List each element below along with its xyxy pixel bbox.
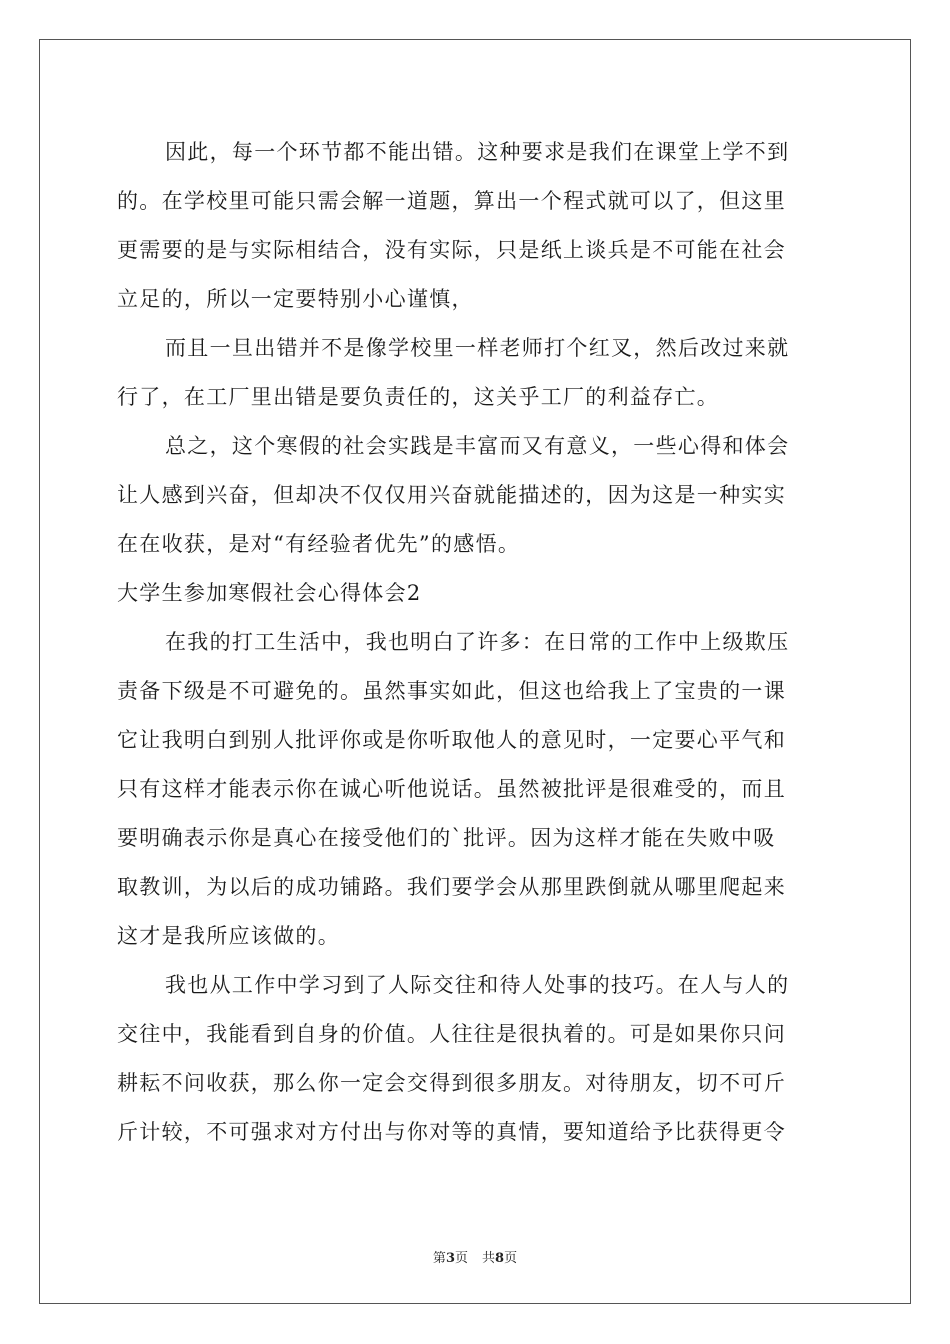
text-line: 在在收获，是对“有经验者优先”的感悟。 bbox=[117, 532, 521, 556]
document-body bbox=[117, 128, 833, 1157]
footer-total-prefix: 共 bbox=[482, 1251, 496, 1266]
footer-total-suffix: 页 bbox=[504, 1251, 518, 1266]
total-page-number: 8 bbox=[495, 1251, 505, 1266]
text-line: 我也从工作中学习到了人际交往和待人处事的技巧。在人与人的 bbox=[165, 973, 790, 997]
text-line: 的。在学校里可能只需会解一道题，算出一个程式就可以了，但这里 bbox=[117, 189, 786, 213]
text-line: 因此，每一个环节都不能出错。这种要求是我们在课堂上学不到 bbox=[165, 140, 790, 164]
text-line: 更需要的是与实际相结合，没有实际，只是纸上谈兵是不可能在社会 bbox=[117, 238, 786, 262]
text-line: 交往中，我能看到自身的价值。人往往是很执着的。可是如果你只问 bbox=[117, 1022, 786, 1046]
footer-prefix: 第 bbox=[432, 1251, 446, 1266]
text-line: 在我的打工生活中，我也明白了许多：在日常的工作中上级欺压 bbox=[165, 630, 790, 654]
text-line: 只有这样才能表示你在诚心听他说话。虽然被批评是很难受的，而且 bbox=[117, 777, 786, 801]
text-line: 责备下级是不可避免的。虽然事实如此，但这也给我上了宝贵的一课 bbox=[117, 679, 786, 703]
page-footer bbox=[0, 1247, 950, 1266]
text-line: 而且一旦出错并不是像学校里一样老师打个红叉，然后改过来就 bbox=[165, 336, 790, 360]
text-line: 立足的，所以一定要特别小心谨慎， bbox=[117, 287, 474, 311]
footer-page-word: 页 bbox=[454, 1251, 468, 1266]
text-line: 这才是我所应该做的。 bbox=[117, 924, 340, 948]
text-line: 取教训，为以后的成功铺路。我们要学会从那里跌倒就从哪里爬起来 bbox=[117, 875, 786, 899]
text-line: 让人感到兴奋，但却决不仅仅用兴奋就能描述的，因为这是一种实实 bbox=[117, 483, 786, 507]
text-line: 耕耘不问收获，那么你一定会交得到很多朋友。对待朋友，切不可斤 bbox=[117, 1071, 786, 1095]
text-line: 要明确表示你是真心在接受他们的`批评。因为这样才能在失败中吸 bbox=[117, 826, 776, 850]
text-line: 斤计较，不可强求对方付出与你对等的真情，要知道给予比获得更令 bbox=[117, 1120, 786, 1144]
text-line: 总之，这个寒假的社会实践是丰富而又有意义，一些心得和体会 bbox=[165, 434, 790, 458]
current-page-number: 3 bbox=[445, 1251, 455, 1266]
text-line: 它让我明白到别人批评你或是你听取他人的意见时，一定要心平气和 bbox=[117, 728, 786, 752]
text-line: 行了，在工厂里出错是要负责任的，这关乎工厂的利益存亡。 bbox=[117, 385, 720, 409]
section-heading: 大学生参加寒假社会心得体会2 bbox=[117, 581, 422, 605]
